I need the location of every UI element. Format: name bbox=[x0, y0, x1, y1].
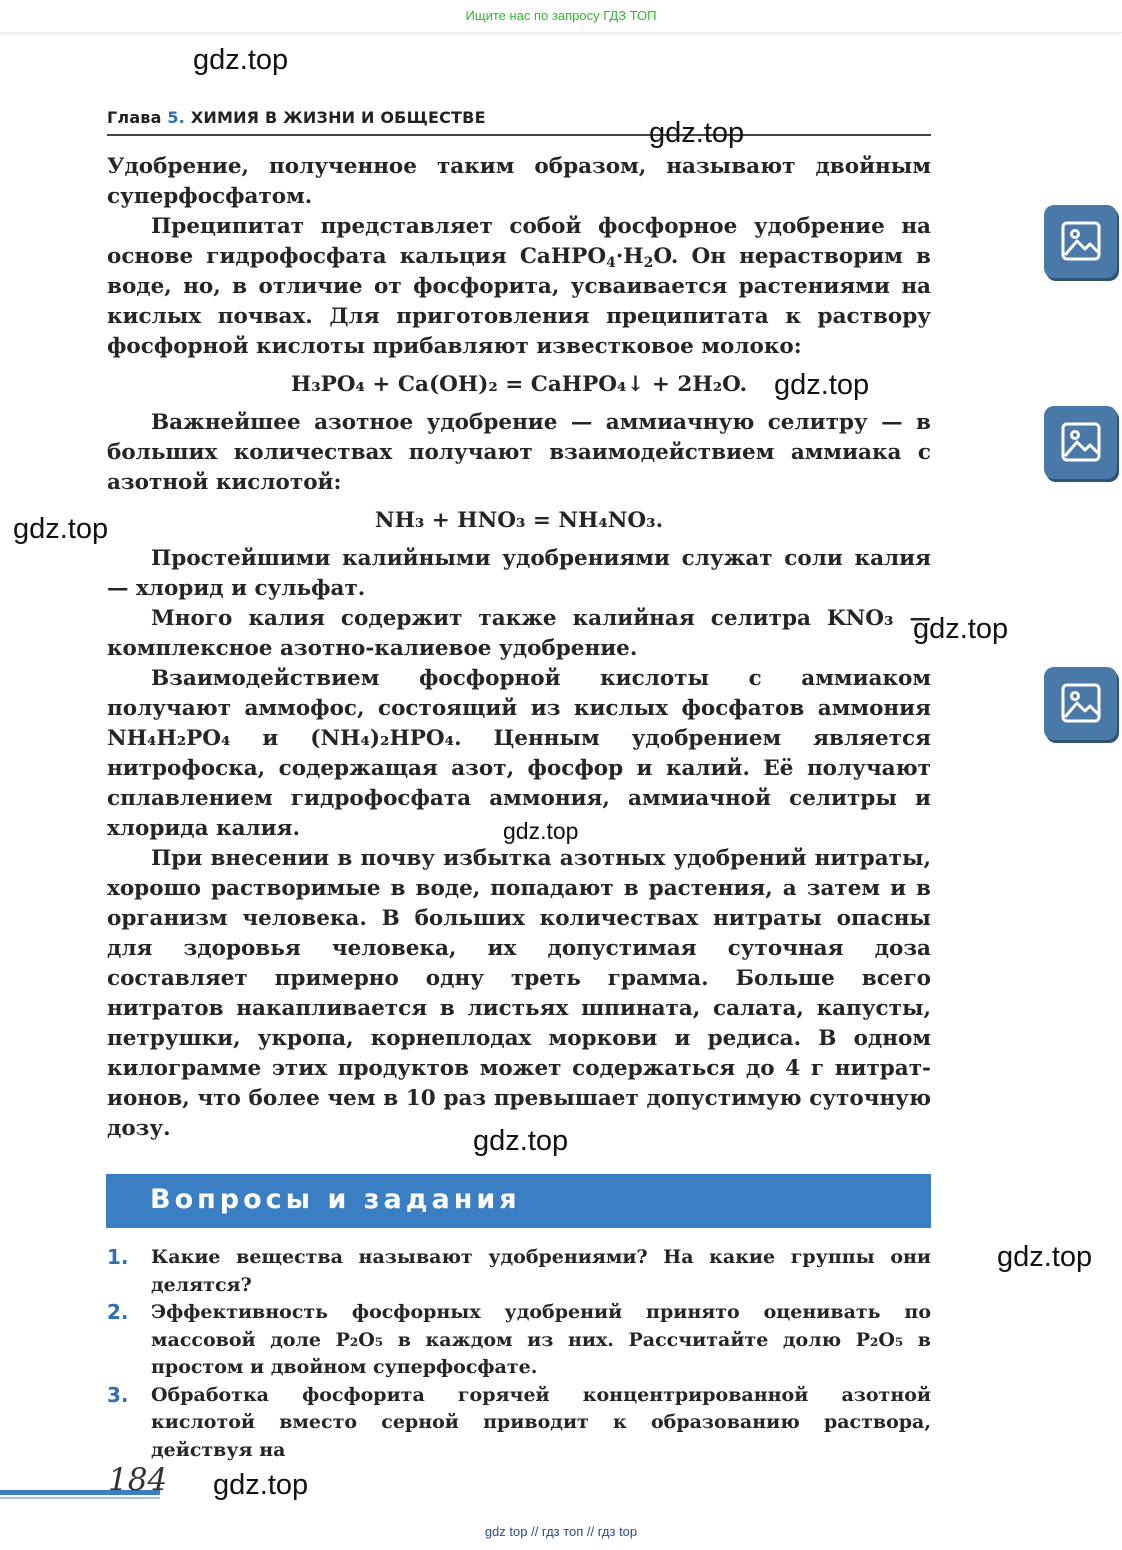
watermark: gdz.top bbox=[473, 1125, 569, 1157]
watermark: gdz.top bbox=[649, 117, 745, 149]
image-icon bbox=[1061, 422, 1101, 462]
image-button[interactable] bbox=[1044, 406, 1117, 479]
footer: gdz top // гдз топ // гдз top bbox=[484, 1524, 638, 1539]
question-text: Какие вещества называют удобрениями? На какие группы они делятся? bbox=[151, 1246, 931, 1296]
image-icon bbox=[1061, 683, 1101, 723]
question-item bbox=[107, 1244, 931, 1299]
question-item bbox=[107, 1382, 931, 1465]
watermark: gdz.top bbox=[213, 1469, 309, 1501]
paragraph-part: O. Он нерастворим в воде, но, в отличие от фосфорита, усваивается растениями на кислых почвах. Для приготовления преципитата к раствору фосфорной кислоты прибавляют известковое молоко: bbox=[107, 244, 931, 359]
paragraph-part: ·H bbox=[615, 244, 644, 269]
paragraph: Взаимодействием фосфорной кислоты с аммиаком получают аммофос, состоящий из кислых фосфатов аммония NH₄H₂PO₄ и (NH₄)₂HPO₄. Ценным удобрением является нитрофоска, содержащая азот, фосфор и калий. Её получают сплавлением гидрофосфата аммония, аммиачной селитры и хлорида калия. bbox=[107, 666, 931, 841]
body-text bbox=[107, 152, 931, 1144]
chapter-number: 5. bbox=[167, 108, 186, 127]
questions-list bbox=[107, 1244, 931, 1464]
paragraph: Много калия содержит также калийная селитра KNO₃ — комплексное азотно-калиевое удобрение. bbox=[107, 606, 931, 661]
watermark: gdz.top bbox=[13, 513, 109, 545]
paragraph: При внесении в почву избытка азотных удобрений нитраты, хорошо растворимые в воде, попадают в растения, а затем и в организм человека. В больших количествах нитраты опасны для здоровья человека, их допустимая суточная доза составляет примерно одну треть грамма. Больше всего нитратов накапливается в листьях шпината, салата, капусты, петрушки, укропа, корнеплодах моркови и редиса. В одном килограмме этих продуктов может содержаться до 4 г нитрат-ионов, что более чем в 10 раз превышает допустимую суточную дозу. bbox=[107, 846, 931, 1141]
paragraph: Важнейшее азотное удобрение — аммиачную селитру — в больших количествах получают взаимодействием аммиака с азотной кислотой: bbox=[107, 410, 931, 495]
paragraph: Преципитат представляет собой фосфорное удобрение на основе гидрофосфата кальция $CaHPO_4\cdot H_2O$. Он нерастворим в воде, но, в отличие от фосфорита, усваивается растениями на кислых почвах. Для приготовления преципитата к раствору фосфорной кислоты прибавляют известковое молоко: bbox=[107, 214, 931, 359]
watermark: gdz.top bbox=[997, 1241, 1093, 1273]
chapter-rule bbox=[107, 134, 931, 136]
chapter-heading bbox=[107, 108, 486, 127]
questions-title: Вопросы и задания bbox=[150, 1184, 521, 1215]
watermark: gdz.top bbox=[913, 613, 1009, 645]
top-banner-text: Ищите нас по запросу ГДЗ ТОП bbox=[465, 8, 657, 23]
question-number: 3. bbox=[107, 1382, 129, 1407]
chapter-title: ХИМИЯ В ЖИЗНИ И ОБЩЕСТВЕ bbox=[190, 108, 486, 127]
questions-header bbox=[106, 1174, 931, 1228]
question-number: 1. bbox=[107, 1245, 129, 1269]
watermark: gdz.top bbox=[774, 369, 870, 401]
image-icon bbox=[1061, 221, 1101, 261]
chapter-label: Глава bbox=[107, 108, 162, 127]
question-item bbox=[107, 1299, 931, 1382]
watermark: gdz.top bbox=[193, 44, 289, 76]
question-text: Обработка фосфорита горячей концентрированной азотной кислотой вместо серной приводит к образованию раствора, действуя на bbox=[151, 1383, 931, 1461]
paragraph: Удобрение, полученное таким образом, называют двойным суперфосфатом. bbox=[107, 154, 931, 209]
paragraph-part: Преципитат представляет собой фосфорное удобрение на основе гидрофосфата кальция CaHPO bbox=[107, 214, 931, 269]
formula: H₃PO₄ + Ca(OH)₂ = CaHPO₄↓ + 2H₂O. bbox=[290, 372, 748, 397]
paragraph: Простейшими калийными удобрениями служат соли калия — хлорид и сульфат. bbox=[107, 546, 931, 601]
image-button[interactable] bbox=[1044, 667, 1117, 740]
question-text: Эффективность фосфорных удобрений принято оценивать по массовой доле P₂O₅ в каждом из них. Рассчитайте долю P₂O₅ в простом и двойном суперфосфате. bbox=[151, 1301, 931, 1378]
image-button[interactable] bbox=[1044, 205, 1117, 278]
top-banner bbox=[0, 0, 1122, 33]
watermark: gdz.top bbox=[503, 818, 579, 844]
formula: NH₃ + HNO₃ = NH₄NO₃. bbox=[374, 508, 664, 533]
question-number: 2. bbox=[107, 1300, 129, 1324]
page-number: 184 bbox=[108, 1462, 168, 1498]
